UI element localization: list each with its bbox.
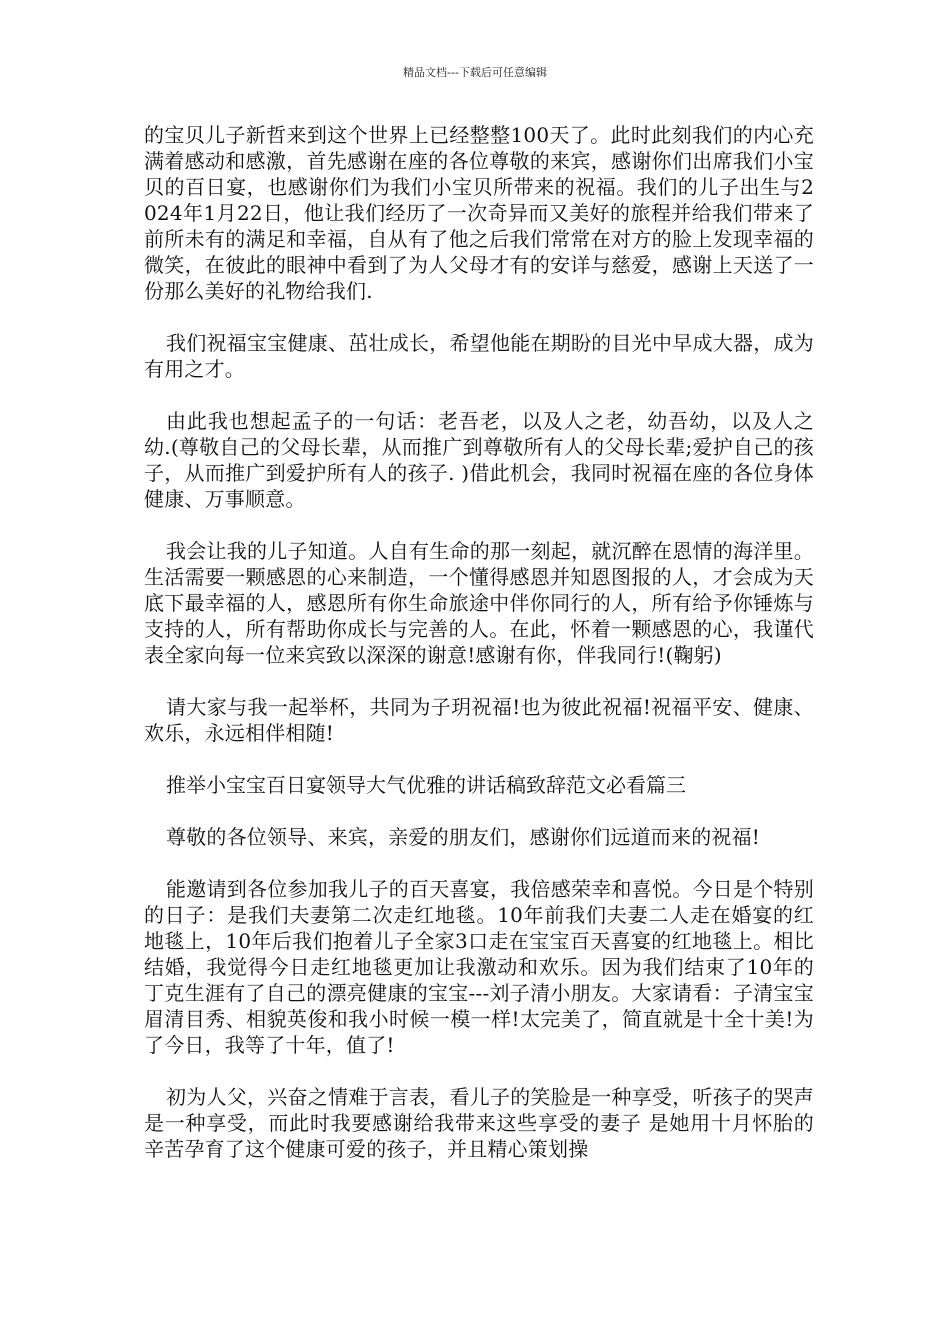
paragraph-toast: 请大家与我一起举杯，共同为子玥祝福!也为彼此祝福!祝福平安、健康、欢乐，永远相伴相随!	[144, 695, 814, 745]
paragraph-mencius-quote: 由此我也想起孟子的一句话：老吾老，以及人之老，幼吾幼，以及人之幼.(尊敬自己的父母长辈，从而推广到尊敬所有人的父母长辈;爱护自己的孩子，从而推广到爱护所有人的孩子. )借此机会，我同时祝福在座的各位身体健康、万事顺意。	[144, 409, 814, 511]
paragraph-greeting: 尊敬的各位领导、来宾，亲爱的朋友们，感谢你们远道而来的祝福!	[166, 825, 761, 849]
paragraph-opening: 的宝贝儿子新哲来到这个世界上已经整整100天了。此时此刻我们的内心充满着感动和感激，首先感谢在座的各位尊敬的来宾，感谢你们出席我们小宝贝的百日宴，也感谢你们为我们小宝贝所带来的祝福。我们的儿子出生与2024年1月22日，他让我们经历了一次奇异而又美好的旅程并给我们带来了前所未有的满足和幸福，自从有了他之后我们常常在对方的脸上发现幸福的微笑，在彼此的眼神中看到了为人父母才有的安详与慈爱，感谢上天送了一份那么美好的礼物给我们.	[144, 123, 814, 303]
page-header: 精品文档---下载后可任意编辑	[403, 66, 547, 79]
paragraph-new-father: 初为人父，兴奋之情难于言表，看儿子的笑脸是一种享受，听孩子的哭声是一种享受，而此时我要感谢给我带来这些享受的妻子 是她用十月怀胎的辛苦孕育了这个健康可爱的孩子，并且精心策划操	[144, 1085, 814, 1161]
paragraph-blessing: 我们祝福宝宝健康、茁壮成长，希望他能在期盼的目光中早成大器，成为有用之才。	[144, 331, 814, 381]
document-body	[144, 122, 814, 1162]
paragraph-gratitude: 我会让我的儿子知道。人自有生命的那一刻起，就沉醉在恩情的海洋里。生活需要一颗感恩的心来制造，一个懂得感恩并知恩图报的人，才会成为天底下最幸福的人，感恩所有你生命旅途中伴你同行的人，所有给予你锤炼与支持的人，所有帮助你成长与完善的人。在此，怀着一颗感恩的心，我谨代表全家向每一位来宾致以深深的谢意!感谢有你，伴我同行!(鞠躬)	[144, 539, 814, 667]
section-title: 推举小宝宝百日宴领导大气优雅的讲话稿致辞范文必看篇三	[166, 773, 686, 797]
paragraph-hundred-day-banquet: 能邀请到各位参加我儿子的百天喜宴，我倍感荣幸和喜悦。今日是个特别的日子：是我们夫妻第二次走红地毯。10年前我们夫妻二人走在婚宴的红地毯上，10年后我们抱着儿子全家3口走在宝宝百天喜宴的红地毯上。相比结婚，我觉得今日走红地毯更加让我激动和欢乐。因为我们结束了10年的丁克生涯有了自己的漂亮健康的宝宝---刘子清小朋友。大家请看：子清宝宝眉清目秀、相貌英俊和我小时候一模一样!太完美了，简直就是十全十美!为了今日，我等了十年，值了!	[144, 877, 814, 1057]
